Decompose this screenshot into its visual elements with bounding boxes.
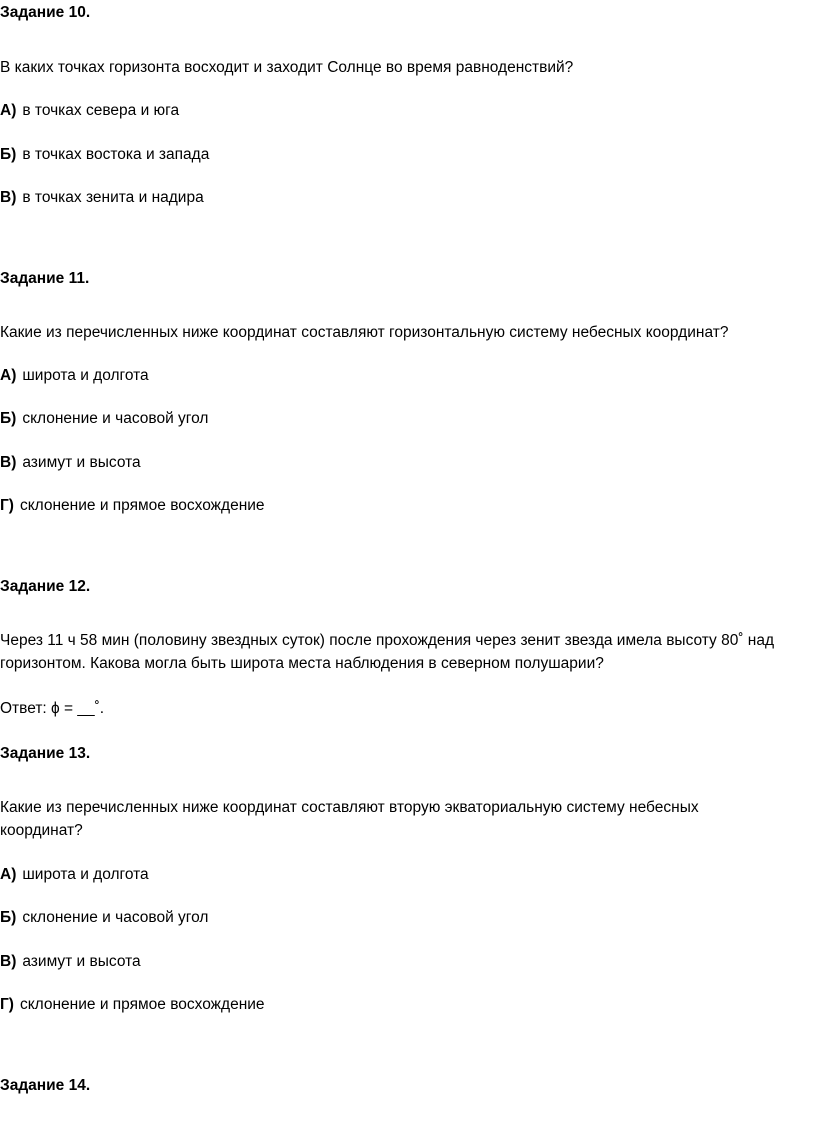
option-text: склонение и прямое восхождение <box>19 497 265 514</box>
option-text: в точках севера и юга <box>22 102 180 119</box>
option-letter: Б) <box>0 909 17 926</box>
task-11-option-d <box>0 495 265 517</box>
task-11-option-c <box>0 452 141 474</box>
option-text: склонение и часовой угол <box>22 410 209 427</box>
task-13-question-line-1: Какие из перечисленных ниже координат составляют вторую экваториальную систему небесных <box>0 799 699 816</box>
task-12-answer: Ответ: ϕ = __˚. <box>0 700 105 717</box>
option-text: азимут и высота <box>22 454 141 471</box>
option-letter: В) <box>0 454 17 471</box>
task-10-option-a <box>0 100 179 122</box>
option-text: азимут и высота <box>22 953 141 970</box>
option-text: склонение и часовой угол <box>22 909 209 926</box>
task-12-title: Задание 12. <box>0 578 91 595</box>
task-11-option-a <box>0 365 149 387</box>
task-13-option-d <box>0 994 265 1016</box>
task-11-question: Какие из перечисленных ниже координат составляют горизонтальную систему небесных координат? <box>0 324 729 341</box>
task-10-title: Задание 10. <box>0 4 91 21</box>
option-text: широта и долгота <box>22 866 149 883</box>
task-11-title: Задание 11. <box>0 270 90 287</box>
task-12-question-line-2: горизонтом. Какова могла быть широта места наблюдения в северном полушарии? <box>0 655 604 672</box>
option-letter: Б) <box>0 410 17 427</box>
option-letter: Г) <box>0 996 14 1013</box>
option-letter: А) <box>0 367 17 384</box>
task-12-question-line-1: Через 11 ч 58 мин (половину звездных суток) после прохождения через зенит звезда имела высоту 80˚ над <box>0 632 775 649</box>
option-letter: Б) <box>0 146 17 163</box>
option-text: в точках востока и запада <box>22 146 210 163</box>
option-letter: В) <box>0 189 17 206</box>
option-letter: А) <box>0 866 17 883</box>
option-text: склонение и прямое восхождение <box>19 996 265 1013</box>
task-13-option-c <box>0 951 141 973</box>
task-13-option-b <box>0 907 208 929</box>
task-13-option-a <box>0 864 149 886</box>
option-letter: В) <box>0 953 17 970</box>
option-text: широта и долгота <box>22 367 149 384</box>
task-10-question: В каких точках горизонта восходит и заходит Солнце во время равноденствий? <box>0 59 574 76</box>
task-14-title: Задание 14. <box>0 1077 91 1094</box>
task-13-title: Задание 13. <box>0 745 91 762</box>
option-letter: А) <box>0 102 17 119</box>
option-text: в точках зенита и надира <box>22 189 204 206</box>
task-13-question-line-2: координат? <box>0 822 83 839</box>
task-10-option-b <box>0 144 209 166</box>
task-11-option-b <box>0 408 208 430</box>
option-letter: Г) <box>0 497 14 514</box>
task-10-option-c <box>0 187 204 209</box>
